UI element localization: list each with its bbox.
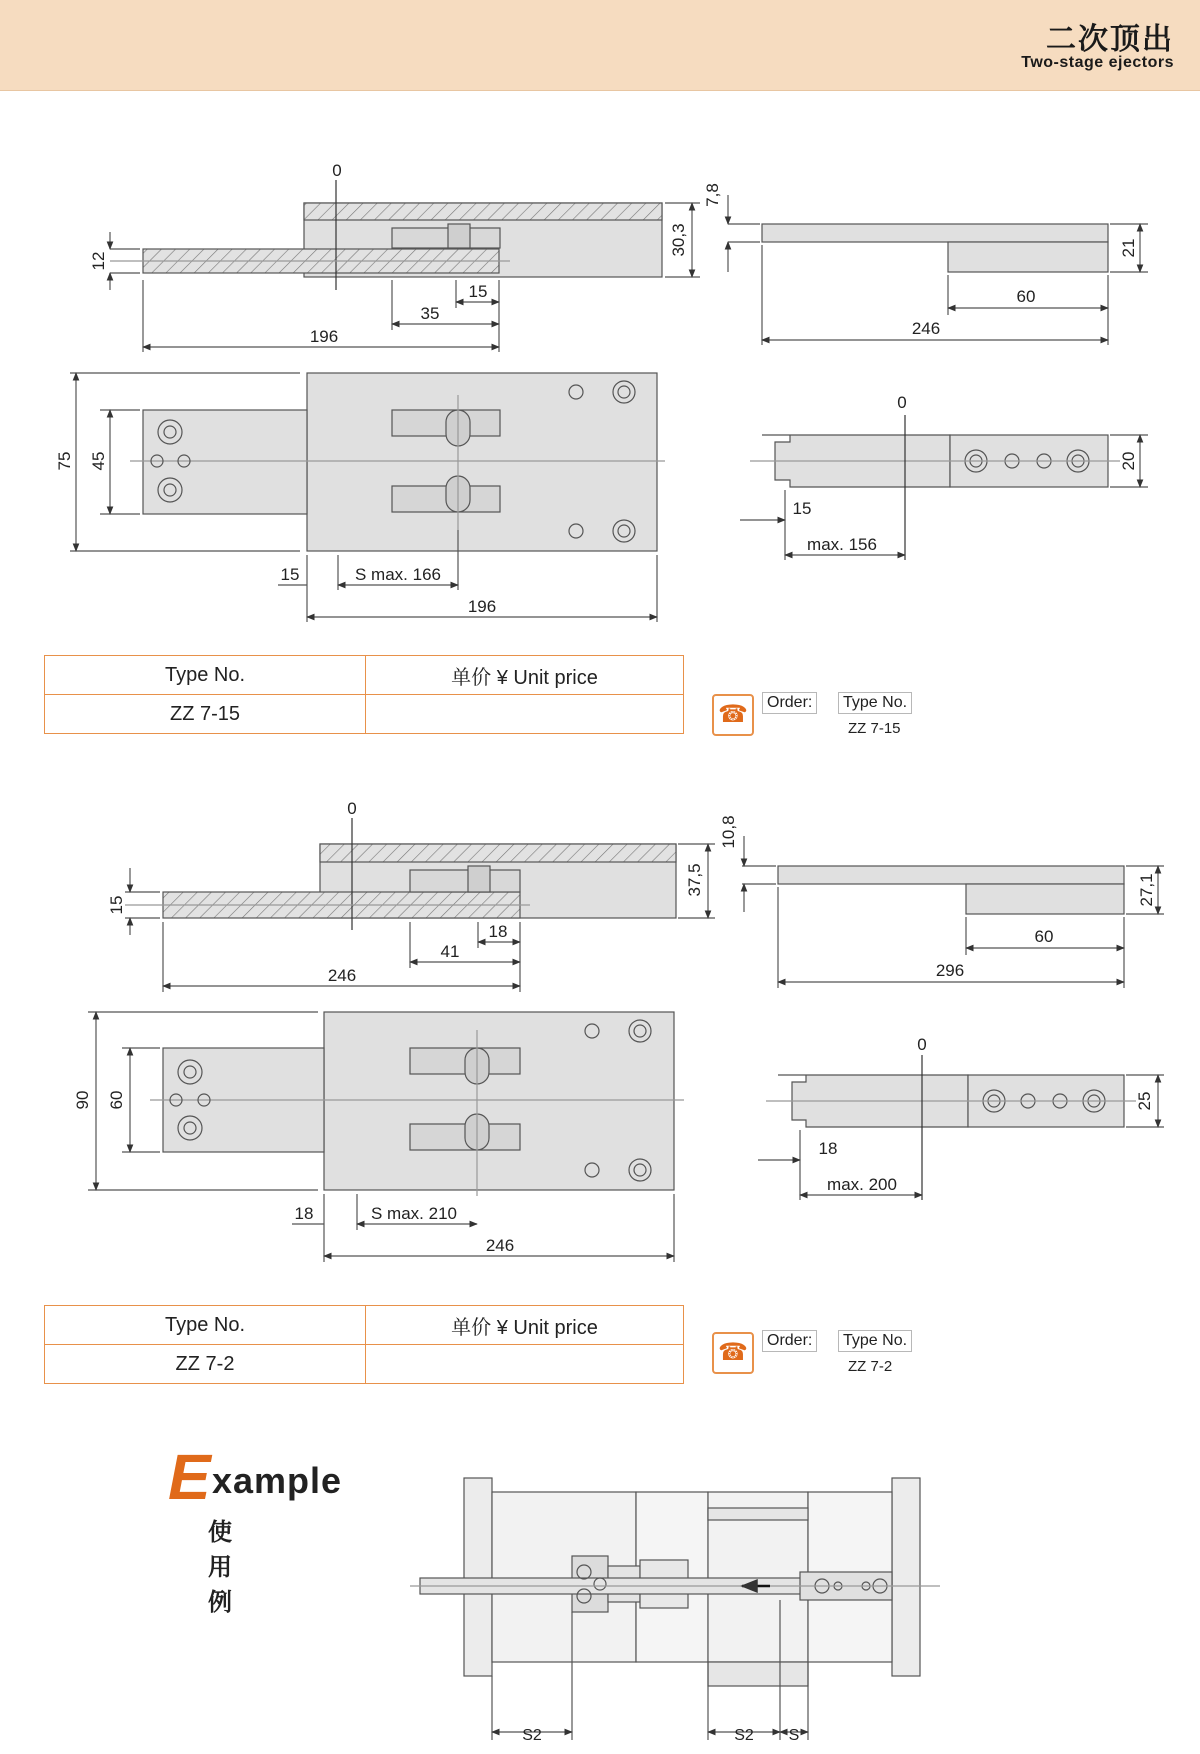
- p1-dim-35: 35: [420, 304, 440, 323]
- p1-dim-246: 246: [911, 319, 941, 338]
- p1-order-info: [712, 690, 932, 760]
- p2-col-price-header: 单价 ¥ Unit price: [366, 1306, 684, 1345]
- p1-dim-21: 21: [1119, 238, 1138, 258]
- p1-top-view: [70, 373, 665, 622]
- p2-order-label: Order:: [762, 1330, 817, 1352]
- p2-order-type-value: ZZ 7-2: [848, 1358, 893, 1375]
- p1-dim-zero-b: 0: [897, 393, 907, 412]
- example-assembly-drawing: [410, 1478, 940, 1740]
- example-s2-right: S2: [734, 1727, 754, 1744]
- p2-dim-18b: 18: [294, 1204, 314, 1223]
- p1-col-type-header: Type No.: [45, 656, 366, 695]
- p2-dim-zero: 0: [347, 799, 357, 818]
- p1-dim-15c: 15: [792, 499, 812, 518]
- p2-dim-max: max. 200: [827, 1175, 897, 1194]
- p2-dim-246b: 246: [485, 1236, 515, 1255]
- p1-right-top-view: [740, 415, 1148, 560]
- p1-dim-196: 196: [309, 327, 339, 346]
- p2-dim-smax: S max. 210: [371, 1204, 457, 1223]
- p1-dim-smax: S max. 166: [355, 565, 441, 584]
- p2-dim-25: 25: [1135, 1091, 1154, 1111]
- example-cn: 使用例: [208, 1519, 235, 1616]
- p1-dim-max: max. 156: [807, 535, 877, 554]
- phone-glyph: ☎: [718, 701, 748, 728]
- p1-price: [366, 695, 684, 734]
- p2-dim-246: 246: [327, 966, 357, 985]
- p1-order-type-label: Type No.: [838, 692, 912, 714]
- p1-side-view: [110, 180, 700, 352]
- p1-dim-15: 15: [468, 282, 488, 301]
- p1-dim-45: 45: [89, 451, 108, 471]
- p1-order-label: Order:: [762, 692, 817, 714]
- p2-col-type-header: Type No.: [45, 1306, 366, 1345]
- p2-top-view: [88, 1012, 684, 1262]
- p1-dim-30-3: 30,3: [669, 223, 688, 257]
- p2-right-top-view: [758, 1055, 1164, 1200]
- p1-col-price-header: 单价 ¥ Unit price: [366, 656, 684, 695]
- header-title-en: Two-stage ejectors: [1021, 54, 1174, 71]
- header-title-cn: 二次顶出: [1046, 23, 1174, 56]
- p2-dim-zero-b: 0: [917, 1035, 927, 1054]
- p2-dim-60: 60: [1034, 927, 1054, 946]
- phone-icon: [712, 1332, 754, 1374]
- p2-dim-18c: 18: [818, 1139, 838, 1158]
- p2-price: [366, 1345, 684, 1384]
- p1-dim-15b: 15: [280, 565, 300, 584]
- example-rest: xample: [212, 1460, 343, 1501]
- p2-order-type-label: Type No.: [838, 1330, 912, 1352]
- p1-dim-20: 20: [1119, 451, 1138, 471]
- p1-dim-75: 75: [55, 451, 74, 471]
- p2-dim-15: 15: [107, 895, 126, 915]
- phone-icon: [712, 694, 754, 736]
- p1-order-type-value: ZZ 7-15: [848, 720, 901, 737]
- p2-dim-296: 296: [935, 961, 965, 980]
- p2-order-info: [712, 1328, 932, 1398]
- example-s2-left: S2: [522, 1727, 542, 1744]
- p2-type-no: ZZ 7-2: [45, 1345, 366, 1384]
- p1-type-no: ZZ 7-15: [45, 695, 366, 734]
- phone-glyph: ☎: [718, 1339, 748, 1366]
- p2-price-table: [44, 1305, 684, 1384]
- p2-dim-27-1: 27,1: [1137, 873, 1156, 907]
- p1-dim-196b: 196: [467, 597, 497, 616]
- p2-dim-90: 90: [73, 1090, 92, 1110]
- example-s: S: [788, 1727, 800, 1744]
- page-header: [0, 0, 1200, 91]
- p1-dim-12: 12: [89, 251, 108, 271]
- p2-dim-10-8: 10,8: [719, 815, 738, 849]
- p2-dim-18: 18: [488, 922, 508, 941]
- p2-side-view: [125, 818, 715, 992]
- example-initial: E: [168, 1441, 211, 1513]
- p1-price-table: [44, 655, 684, 734]
- p2-dim-60b: 60: [107, 1090, 126, 1110]
- p1-dim-zero: 0: [332, 161, 342, 180]
- p2-dim-41: 41: [440, 942, 460, 961]
- p1-dim-7-8: 7,8: [703, 183, 722, 207]
- p1-dim-60: 60: [1016, 287, 1036, 306]
- p2-dim-37-5: 37,5: [685, 863, 704, 897]
